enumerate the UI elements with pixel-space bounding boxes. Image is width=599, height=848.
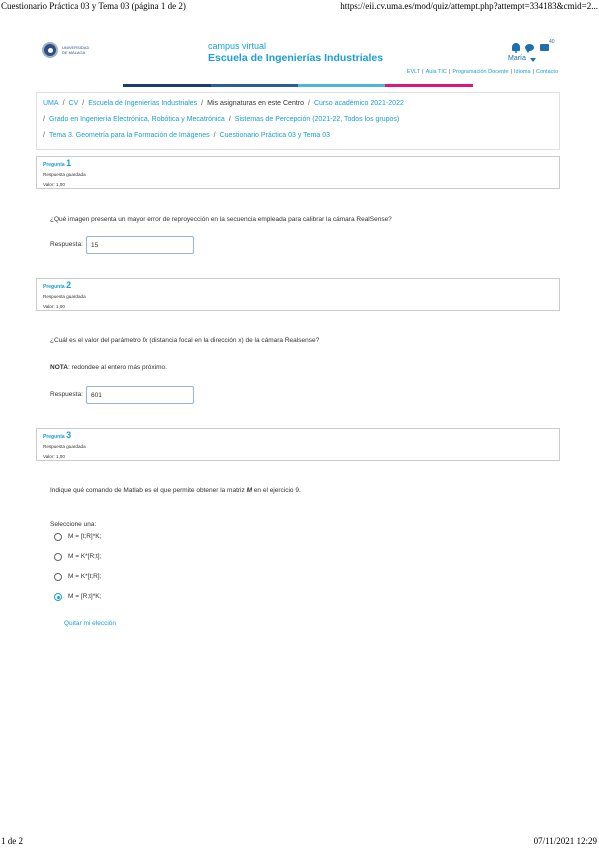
option-label: M = K*[R;t]; (68, 553, 102, 560)
question-3-text: Indique qué comando de Matlab es el que permite obtener la matriz M en el ejercicio 9. (50, 487, 301, 494)
site-header (36, 30, 560, 84)
question-2-info (36, 278, 560, 311)
question-2-text: ¿Cuál es el valor del parámetro fx (distancia focal en la dirección x) de la cámara Realsense? (50, 337, 320, 344)
select-one-label: Seleccione una: (50, 521, 97, 528)
university-logo[interactable] (42, 42, 90, 62)
radio-button[interactable] (54, 533, 62, 541)
notifications-badge: 40 (549, 39, 555, 45)
notification-icon[interactable] (540, 44, 549, 51)
print-datetime: 07/11/2021 12:29 (533, 836, 597, 846)
chevron-down-icon[interactable] (530, 58, 536, 62)
question-2-note: NOTA: redondee al entero más próximo. (50, 364, 167, 371)
question-number: Pregunta 3 (43, 430, 72, 440)
color-bar-segment (473, 84, 560, 87)
print-page-count: 1 de 2 (1, 836, 23, 846)
bell-icon[interactable] (512, 43, 520, 51)
color-bar-segment (211, 84, 298, 87)
brand-subtitle: campus virtual (208, 41, 267, 51)
question-3-info (36, 428, 560, 461)
breadcrumb-escuela[interactable]: Escuela de Ingenierías Industriales (88, 100, 198, 107)
top-links: EVLT | Aula TIC | Programación Docente | Idioma | Contacto (406, 69, 558, 75)
brand-title: Escuela de Ingenierías Industriales (208, 52, 384, 64)
clear-choice-link[interactable]: Quitar mi elección (64, 620, 117, 627)
breadcrumb-line-2: / Grado en Ingeniería Electrónica, Robótica y Mecatrónica / Sistemas de Percepción (2021-22, Todos los grupos) (43, 116, 400, 123)
link-aula-tic[interactable]: Aula TIC (425, 69, 447, 75)
print-footer (0, 836, 599, 848)
breadcrumb-line-3: / Tema 3. Geometría para la Formación de Imágenes / Cuestionario Práctica 03 y Tema 03 (43, 132, 330, 139)
question-state: Respuesta guardada (43, 294, 86, 299)
question-grade: Valor: 1,00 (43, 304, 65, 309)
university-seal-icon (42, 42, 58, 58)
breadcrumb-tema[interactable]: Tema 3. Geometría para la Formación de Imágenes (48, 132, 210, 139)
print-url: https://eii.cv.uma.es/mod/quiz/attempt.php?attempt=334183&cmid=2... (340, 1, 598, 11)
question-1-answer-label: Respuesta: (50, 241, 83, 248)
option-label: M = [t;R]*K; (68, 533, 102, 540)
question-1-text: ¿Qué imagen presenta un mayor error de reproyección en la secuencia empleada para calibrar la cámara RealSense? (50, 216, 392, 223)
option-label: M = K*[t;R]; (68, 573, 102, 580)
breadcrumb-grado[interactable]: Grado en Ingeniería Electrónica, Robótica y Mecatrónica (48, 116, 225, 123)
color-bar (36, 84, 560, 87)
color-bar-segment (123, 84, 210, 87)
question-grade: Valor: 1,00 (43, 182, 65, 187)
breadcrumb-line-1: UMA / CV / Escuela de Ingenierías Industriales / Mis asignaturas en este Centro / Curso académico 2021-2022 (43, 100, 404, 107)
breadcrumb-uma[interactable]: UMA (43, 100, 59, 107)
color-bar-segment (298, 84, 385, 87)
breadcrumb-curso[interactable]: Curso académico 2021-2022 (313, 100, 404, 107)
breadcrumb-cv[interactable]: CV (68, 100, 79, 107)
color-bar-segment (36, 84, 123, 87)
radio-button[interactable] (54, 593, 62, 601)
breadcrumb-mis-asignaturas: Mis asignaturas en este Centro (207, 100, 305, 107)
chat-icon[interactable] (525, 44, 534, 51)
radio-button[interactable] (54, 553, 62, 561)
question-2-answer-label: Respuesta: (50, 391, 83, 398)
site-brand[interactable] (208, 41, 383, 64)
logo-text: UNIVERSIDAD DE MÁLAGA (62, 45, 90, 55)
question-1-info (36, 156, 560, 189)
user-menu (506, 41, 558, 69)
breadcrumb (36, 92, 560, 150)
option-label: M = [R;t]*K; (68, 593, 102, 600)
question-1-answer-input[interactable] (86, 236, 194, 254)
question-number: Pregunta 2 (43, 280, 72, 290)
breadcrumb-cuestionario[interactable]: Cuestionario Práctica 03 y Tema 03 (219, 132, 330, 139)
question-2-answer-input[interactable] (86, 386, 194, 404)
question-state: Respuesta guardada (43, 172, 86, 177)
color-bar-segment (385, 84, 472, 87)
print-header (0, 0, 599, 12)
link-programacion-docente[interactable]: Programación Docente (452, 69, 509, 75)
link-contacto[interactable]: Contacto (535, 69, 558, 75)
question-number: Pregunta 1 (43, 158, 72, 168)
link-idioma[interactable]: Idioma (514, 69, 531, 75)
radio-button[interactable] (54, 573, 62, 581)
print-page-title: Cuestionario Práctica 03 y Tema 03 (página 1 de 2) (1, 1, 186, 11)
breadcrumb-asignatura[interactable]: Sistemas de Percepción (2021-22, Todos los grupos) (234, 116, 400, 123)
question-grade: Valor: 1,00 (43, 454, 65, 459)
question-state: Respuesta guardada (43, 444, 86, 449)
user-name[interactable]: María (508, 55, 526, 62)
link-evlt[interactable]: EVLT (406, 69, 421, 75)
page (36, 30, 560, 627)
